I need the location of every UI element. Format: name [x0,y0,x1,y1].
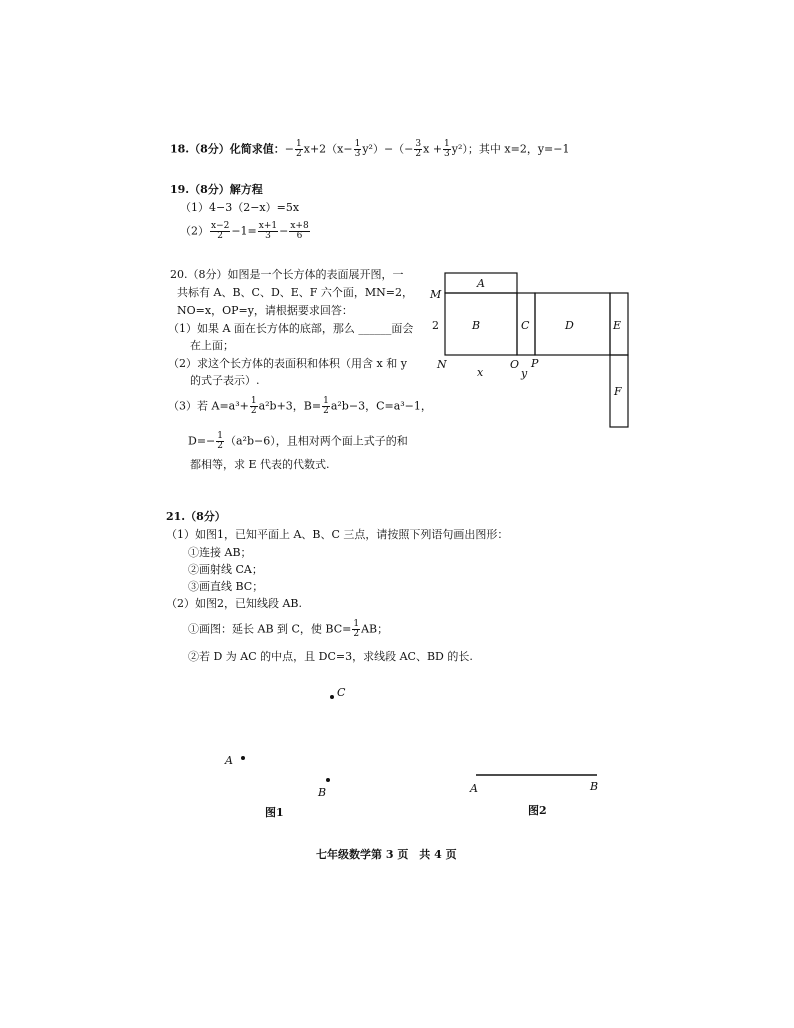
denominator: 6 [296,231,303,241]
numerator: 1 [217,431,223,441]
q21-line4: ③画直线 BC； [188,580,264,593]
fraction [295,140,303,159]
point-C [330,695,334,699]
point-B [326,778,330,782]
point-A [241,756,245,760]
q21-line1: （1）如图1，已知平面上 A、B、C 三点，请按照下列语句画出图形： [166,528,509,541]
q20-line2: 共标有 A、B、C、D、E、F 六个面，MN=2， [177,286,414,299]
numerator: 1 [250,396,257,406]
label-A: A [477,277,485,290]
q19-part1: （1）4−3（2−x）=5x [180,201,300,214]
label-y: y [521,367,528,380]
fraction [443,140,451,159]
label-A: A [470,782,478,795]
denominator: 2 [296,149,302,159]
denominator: 3 [354,149,361,159]
question-18 [170,140,569,159]
label-C: C [521,319,530,332]
denominator: 2 [217,231,224,241]
fraction [352,620,360,639]
label-2: 2 [432,319,439,332]
figure-2 [465,768,615,798]
label-A: A [225,754,233,767]
figure-1-caption: 图1 [265,806,284,819]
q21-line6 [188,620,388,639]
q20-text: （3）若 A=a³+ [168,399,249,413]
fraction [216,432,224,451]
label-P: P [531,357,539,370]
q20-line3: NO=x，OP=y，请根据要求回答： [177,304,353,317]
q21-title: 21.（8分） [166,510,226,523]
q18-label: 18.（8分）化简求值： [170,142,285,156]
q20-line6: （2）求这个长方体的表面积和体积（用含 x 和 y [168,357,407,370]
q18-text: x + [423,142,443,156]
fraction [322,397,330,416]
numerator: x−2 [211,221,230,231]
numerator: 1 [323,396,329,406]
numerator: 1 [296,139,302,149]
figure-1 [215,680,375,830]
numerator: x+8 [290,221,309,231]
q19-title: 19.（8分）解方程 [170,183,263,196]
denominator: 2 [353,629,360,639]
q18-text: x+2（x− [303,142,353,156]
denominator: 3 [265,231,271,241]
q20-line1: 20.（8分）如图是一个长方体的表面展开图，一 [170,268,404,281]
label-D: D [565,319,574,332]
q19-text: （2） [180,224,209,238]
q21-text: ①画图：延长 AB 到 C，使 BC= [188,622,352,636]
numerator: 3 [415,139,422,149]
q20-text: a²b−3，C=a³−1， [330,399,432,413]
denominator: 2 [217,441,223,451]
page-footer: 七年级数学第 3 页 共 4 页 [316,848,457,861]
denominator: 2 [415,149,422,159]
fraction [250,397,258,416]
q19-part2 [180,222,311,241]
q21-line7: ②若 D 为 AC 的中点，且 DC=3，求线段 AC、BD 的长. [188,650,473,663]
label-M: M [430,288,442,301]
numerator: 1 [353,619,360,629]
label-N: N [437,358,447,371]
label-C: C [337,686,346,699]
q18-text: y²）；其中 x=2，y=−1 [451,142,570,156]
q20-text: a²b+3，B= [258,399,322,413]
numerator: x+1 [258,221,278,231]
numerator: 1 [444,139,450,149]
q20-text: D=− [188,434,216,448]
q21-line5: （2）如图2，已知线段 AB. [166,597,303,610]
figure-2-caption: 图2 [528,804,547,817]
q18-text: − [284,142,295,156]
q18-text: y²）−（− [362,142,414,156]
label-B: B [590,780,599,793]
q20-line5: 在上面； [190,339,234,352]
denominator: 3 [444,149,450,159]
denominator: 2 [323,406,329,416]
q21-line3: ②画射线 CA； [188,563,263,576]
label-F: F [614,385,622,398]
label-O: O [510,358,520,371]
label-B: B [472,319,481,332]
q19-text: − [279,224,289,238]
face-B [445,293,517,355]
q20-line9 [188,432,408,451]
label-E: E [613,319,622,332]
cuboid-net-diagram [420,268,660,438]
fraction [258,222,278,241]
label-x: x [477,366,484,379]
denominator: 2 [250,406,257,416]
fraction [354,140,362,159]
q20-line8 [168,397,432,416]
numerator: 1 [354,139,361,149]
q20-text: （a²b−6），且相对两个面上式子的和 [225,434,408,448]
label-B: B [318,786,327,799]
q21-line2: ①连接 AB； [188,546,252,559]
fraction [210,222,230,241]
q20-line4: （1）如果 A 面在长方体的底部，那么 ______面会 [168,322,414,335]
q21-text: AB； [361,622,389,636]
q20-line7: 的式子表示）. [190,374,260,387]
fraction [414,140,422,159]
fraction [289,222,309,241]
q20-line10: 都相等，求 E 代表的代数式. [190,458,330,471]
q19-text: −1= [231,224,257,238]
